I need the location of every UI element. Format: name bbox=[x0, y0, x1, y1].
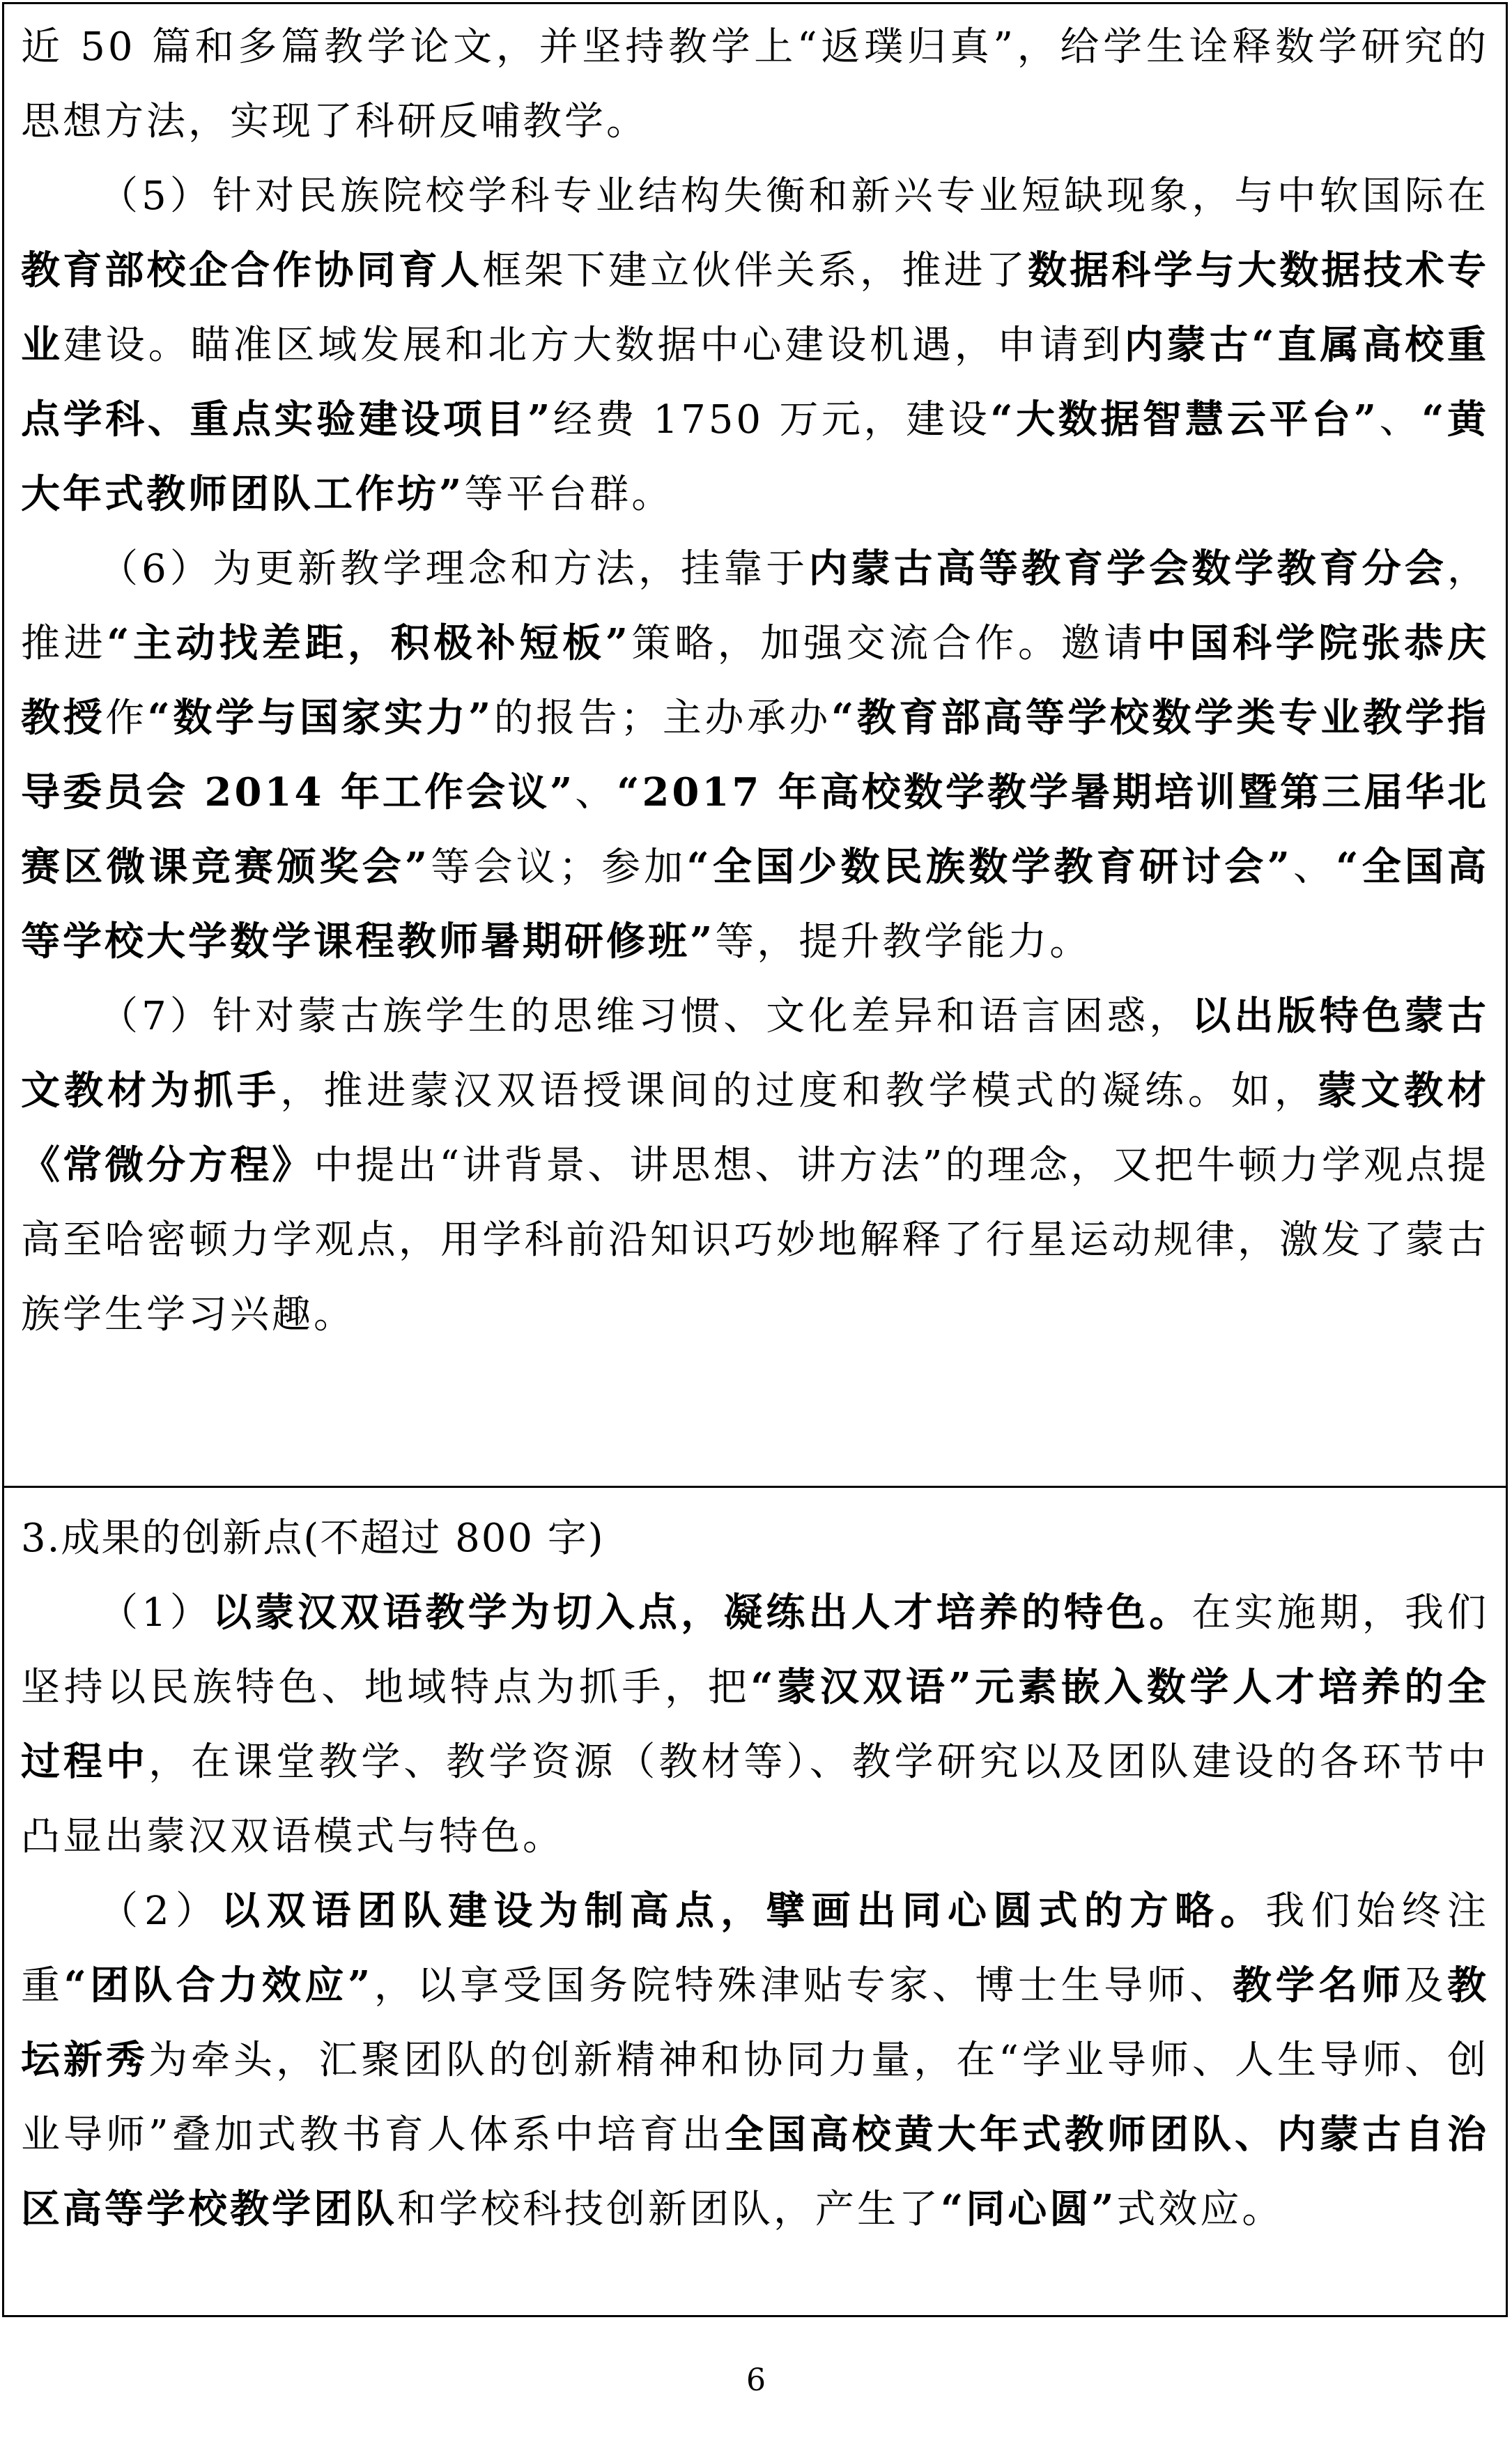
paragraph-intro-continuation bbox=[21, 10, 1489, 159]
bold-text-run: 教坛新秀 bbox=[21, 1962, 1490, 2083]
text-run: 框架下建立伙伴关系，推进了 bbox=[482, 248, 1028, 293]
page-number: 6 bbox=[746, 2362, 766, 2398]
text-run: 我们始终注重 bbox=[21, 1889, 1489, 2008]
text-run: 等，提升教学能力。 bbox=[715, 919, 1092, 964]
text-run: 及 bbox=[1404, 1963, 1448, 2008]
bold-text-run: “主动找差距，积极补短板” bbox=[107, 620, 631, 666]
bold-text-run: 数据科学与大数据技术专业 bbox=[21, 247, 1490, 368]
text-run: ，推进 bbox=[21, 546, 1489, 666]
text-run: 、 bbox=[1379, 397, 1422, 443]
bold-text-run: “全国少数民族数学教育研讨会” bbox=[686, 844, 1293, 890]
bold-text-run: 中国科学院张恭庆教授 bbox=[21, 620, 1490, 741]
content-table bbox=[2, 2, 1508, 2317]
achievements-cell bbox=[21, 10, 1489, 1352]
bold-text-run: “团队合力效应” bbox=[63, 1962, 373, 2008]
bold-text-run: “大数据智慧云平台” bbox=[990, 397, 1380, 443]
bold-text-run: “同心圆” bbox=[941, 2186, 1117, 2232]
paragraph-innovation-1 bbox=[21, 1576, 1489, 1874]
bold-text-run: “蒙汉双语”元素嵌入数学人才培养的全过程中 bbox=[21, 1664, 1490, 1785]
bold-text-run: 蒙文教材《常微分方程》 bbox=[21, 1068, 1490, 1188]
text-run: 作 bbox=[105, 695, 148, 741]
bold-text-run: 以双语团队建设为制高点，擘画出同心圆式的方略。 bbox=[221, 1888, 1266, 1934]
bold-text-run: 全国高校黄大年式教师团队、内蒙古自治区高等学校教学团队 bbox=[21, 2112, 1489, 2232]
text-run: 和学校科技创新团队，产生了 bbox=[397, 2187, 941, 2232]
text-run: 中提出“讲背景、讲思想、讲方法”的理念，又把牛顿力学观点提高至哈密顿力学观点，用学科前沿知识巧妙地解释了行星运动规律，激发了蒙古族学生学习兴趣。 bbox=[21, 1143, 1490, 1337]
section-title: 3.成果的创新点(不超过 800 字) bbox=[21, 1516, 605, 1561]
text-run: （2） bbox=[99, 1889, 222, 1934]
bold-text-run: 教学名师 bbox=[1233, 1962, 1405, 2008]
text-run: ，推进蒙汉双语授课间的过度和教学模式的凝练。如， bbox=[280, 1068, 1318, 1114]
text-run: （5）针对民族院校学科专业结构失衡和新兴专业短缺现象，与中软国际在 bbox=[99, 174, 1489, 219]
text-run: 式效应。 bbox=[1116, 2187, 1284, 2232]
bold-text-run: 教育部校企合作协同育人 bbox=[21, 247, 483, 293]
bold-text-run: “黄大年式教师团队工作坊” bbox=[21, 397, 1490, 517]
bold-text-run: “数学与国家实力” bbox=[147, 695, 494, 741]
text-run: （1） bbox=[99, 1590, 213, 1636]
bold-text-run: “2017 年高校数学教学暑期培训暨第三届华北赛区微课竞赛颁奖会” bbox=[21, 769, 1490, 890]
paragraph-item-7 bbox=[21, 979, 1489, 1352]
bold-text-run: “教育部高等学校数学类专业教学指导委员会 2014 年工作会议” bbox=[21, 695, 1490, 815]
text-run: 建设。瞄准区域发展和北方大数据中心建设机遇，申请到 bbox=[63, 323, 1125, 368]
table-row-divider bbox=[4, 1486, 1506, 1488]
text-run: 经费 1750 万元，建设 bbox=[553, 397, 991, 443]
text-run: 为牵头，汇聚团队的创新精神和协同力量，在“学业导师、人生导师、创业导师”叠加式教书育人体系中培育出 bbox=[21, 2038, 1490, 2158]
text-run: 策略，加强交流合作。邀请 bbox=[630, 621, 1147, 666]
text-run: ，在课堂教学、教学资源（教材等）、教学研究以及团队建设的各环节中凸显出蒙汉双语模式与特色。 bbox=[21, 1739, 1490, 1859]
paragraph-item-6 bbox=[21, 532, 1489, 979]
text-run: 、 bbox=[1292, 845, 1336, 890]
text-run: 近 50 篇和多篇教学论文，并坚持教学上“返璞归真”，给学生诠释数学研究的思想方法，实现了科研反哺教学。 bbox=[21, 24, 1489, 144]
paragraph-innovation-2 bbox=[21, 1874, 1489, 2247]
bold-text-run: 以蒙汉双语教学为切入点，凝练出人才培养的特色。 bbox=[212, 1590, 1192, 1636]
bold-text-run: “全国高等学校大学数学课程教师暑期研修班” bbox=[21, 844, 1490, 964]
paragraph-item-5 bbox=[21, 159, 1489, 532]
text-run: 等会议；参加 bbox=[430, 845, 687, 890]
bold-text-run: 内蒙古“直属高校重点学科、重点实验建设项目” bbox=[21, 322, 1490, 443]
text-run: 在实施期，我们坚持以民族特色、地域特点为抓手，把 bbox=[21, 1590, 1490, 1710]
innovation-cell bbox=[21, 1501, 1489, 2247]
text-run: （6）为更新教学理念和方法，挂靠于 bbox=[99, 546, 809, 592]
bold-text-run: 内蒙古高等教育学会数学教育分会 bbox=[808, 546, 1447, 592]
text-run: （7）针对蒙古族学生的思维习惯、文化差异和语言困惑， bbox=[99, 994, 1192, 1039]
text-run: 、 bbox=[575, 770, 617, 815]
text-run: ，以享受国务院特殊津贴专家、博士生导师、 bbox=[373, 1963, 1233, 2008]
text-run: 等平台群。 bbox=[464, 472, 674, 517]
text-run: 的报告；主办承办 bbox=[493, 695, 831, 741]
bold-text-run: 以出版特色蒙古文教材为抓手 bbox=[21, 993, 1489, 1114]
